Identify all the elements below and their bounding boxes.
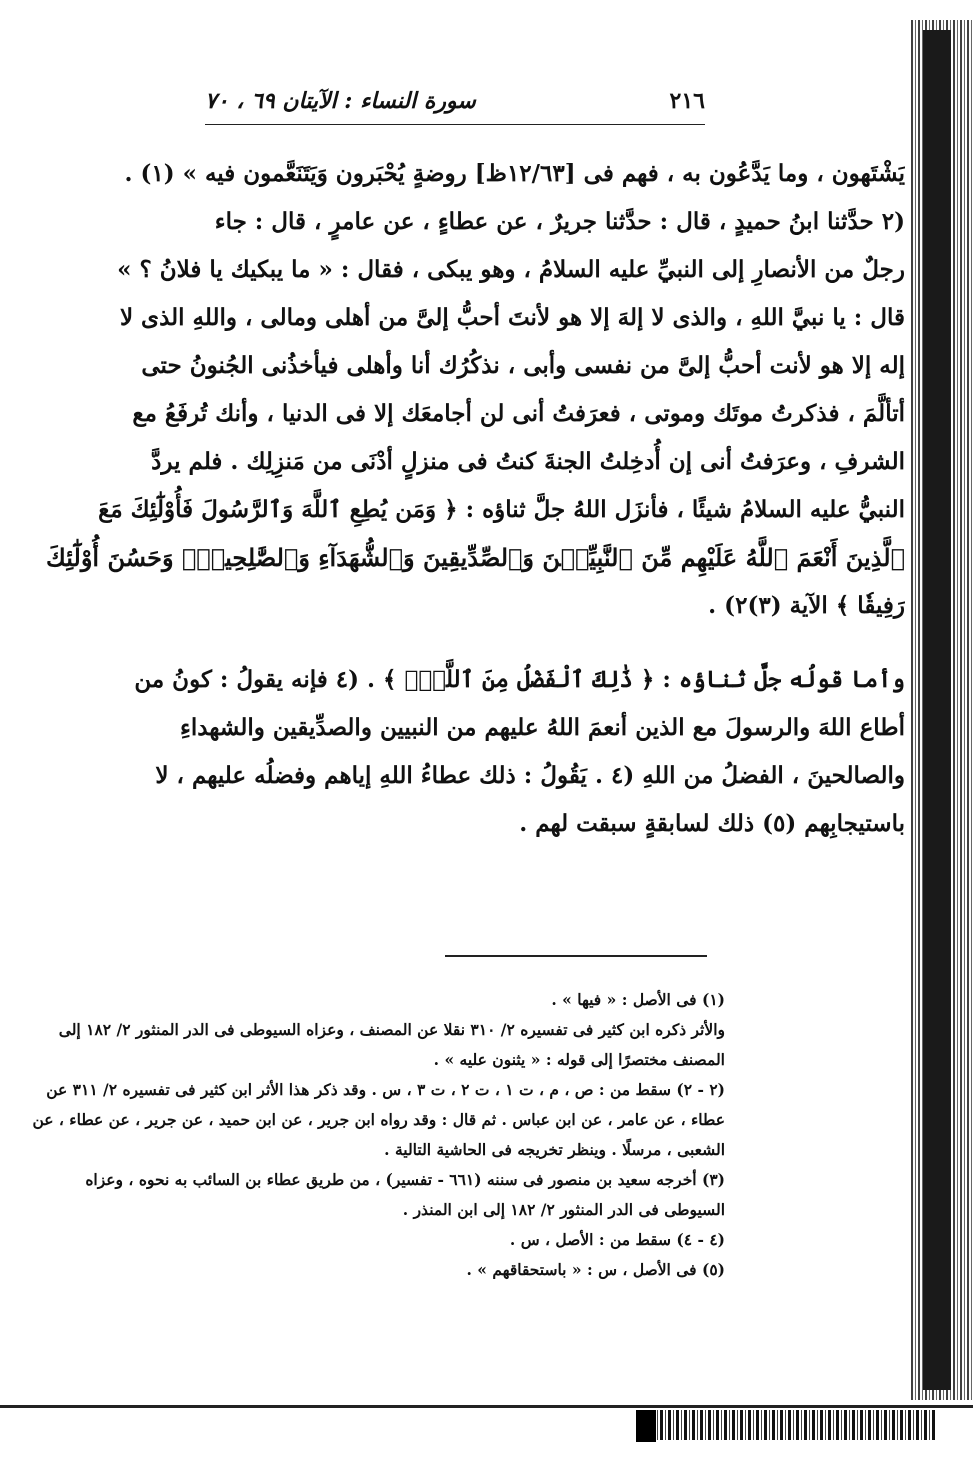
bottom-dark-block: [636, 1410, 656, 1442]
page-number: ٢١٦: [669, 88, 705, 114]
footnote-line: (٥) فى الأصل ، س : « باستحقاقهم » .: [466, 1260, 725, 1279]
text-line: رَفِيقٗا ﴾ الآية (٣)٢) .: [708, 592, 905, 619]
main-text: [0, 150, 905, 848]
text-line: إله إلا هو لأنت أحبُّ إلىَّ من نفسى وأبى ، نذكُرُك أنا وأهلى فيأخذُنى الجُنونُ حتى: [141, 352, 905, 379]
header-rule: [205, 124, 705, 125]
footnote-line: المصنف مختصرًا إلى قوله : « يثنون عليه » .: [433, 1050, 725, 1069]
paragraph-gap: [0, 630, 905, 656]
text-line: أطاع اللهَ والرسولَ مع الذين أنعمَ اللهُ عليهم من النبيين والصدِّيقين والشهداءِ: [180, 714, 905, 741]
text-line: وأما قولُه جلَّ ثناؤه : ﴿ ذَٰلِكَ ٱلْفَضْلُ مِنَ ٱللَّهِۚ ﴾ . (٤ فإنه يقولُ : كونُ من: [134, 666, 905, 693]
footnote-line: والأثر ذكره ابن كثير فى تفسيره ٢/ ٣١٠ نقلا عن المصنف ، وعزاه السيوطى فى الدر المنثور ٢/ ١٨٢ إلى: [58, 1020, 725, 1039]
running-title: سورة النساء : الآيتان ٦٩ ، ٧٠: [205, 88, 476, 114]
text-line: النبيُّ عليه السلامُ شيئًا ، فأنزَل اللهُ جلَّ ثناؤه : ﴿ وَمَن يُطِعِ ٱللَّهَ وَٱلرَّسُولَ فَأُوْلَٰٓئِكَ مَعَ: [98, 496, 905, 523]
page-header: [205, 88, 705, 118]
footnote-line: (١) فى الأصل : « فيها » .: [551, 990, 725, 1009]
text-line: والصالحينَ ، الفضلُ من اللهِ (٤ . يَقُولُ : ذلك عطاءُ اللهِ إياهم وفضلُه عليهم ، لا: [155, 762, 905, 789]
text-line: يَشْتَهون ، وما يَدَّعُون به ، فهم فى [١٢/٦٣ظ] روضةٍ يُحْبَرون وَيَتَنَعَّمون فيه » (١) .: [124, 160, 905, 187]
footnote-line: الشعبى ، مرسلًا . وينظر تخريجه فى الحاشية التالية .: [384, 1140, 725, 1159]
text-line: رجلٌ من الأنصارِ إلى النبيِّ عليه السلامُ ، وهو يبكى ، فقال : « ما يبكيك يا فلانُ ؟ »: [117, 256, 905, 283]
text-line: (٢ حدَّثنا ابنُ حميدٍ ، قال : حدَّثنا جريرٌ ، عن عطاءٍ ، عن عامرٍ ، قال : جاء: [214, 208, 905, 235]
page-bottom-edge: [0, 1405, 973, 1408]
text-line: أتألَّمَ ، فذكرتُ موتَك وموتى ، فعرَفتُ أنى لن أجامعَك إلا فى الدنيا ، وأنك تُرفَعُ مع: [132, 400, 905, 427]
text-line: الشرفِ ، وعرَفتُ أنى إن أُدخِلتُ الجنةَ كنتُ فى منزلٍ أدْنَى من مَنزِلِك . فلم يردَّ: [151, 448, 905, 475]
quran-verse-line: ٱلَّذِينَ أَنْعَمَ ٱللَّهُ عَلَيْهِم مِّنَ ٱلنَّبِيِّـۧنَ وَٱلصِّدِّيقِينَ وَٱلشُّهَدَآءِ وَٱلصَّٰلِحِينَۚ وَحَسُنَ أُوْلَٰٓئِكَ: [46, 543, 905, 572]
text-line: باستيجابِهم (٥) ذلك لسابقةٍ سبقت لهم .: [519, 810, 905, 837]
footnote-line: السيوطى فى الدر المنثور ٢/ ١٨٢ إلى ابن المنذر .: [402, 1200, 725, 1219]
book-binding-shadow: [923, 30, 951, 1390]
footnote-line: عطاء ، عن عامر ، عن ابن عباس . ثم قال : وقد رواه ابن جرير ، عن ابن حميد ، عن جرير ، عن عطاء ، عن: [32, 1110, 725, 1129]
footnote-line: (٤ - ٤) سقط من : الأصل ، س .: [509, 1230, 725, 1249]
text-line: قال : يا نبيَّ اللهِ ، والذى لا إلهَ إلا هو لأنتَ أحبُّ إلىَّ من أهلى ومالى ، واللهِ الذى لا: [119, 304, 905, 331]
footnote-line: (٢ - ٢) سقط من : ص ، م ، ت ١ ، ت ٢ ، ت ٣ ، س . وقد ذكر هذا الأثر ابن كثير فى تفسيره ٢/ ٣١١ عن: [46, 1080, 725, 1099]
footnote-separator: [445, 955, 707, 957]
footnote-line: (٣) أخرجه سعيد بن منصور فى سننه (٦٦١ - تفسير) ، من طريق عطاء بن السائب به نحوه ، وعزاه: [85, 1170, 725, 1189]
footnotes: [0, 985, 725, 1285]
bottom-page-stack: [636, 1410, 936, 1440]
